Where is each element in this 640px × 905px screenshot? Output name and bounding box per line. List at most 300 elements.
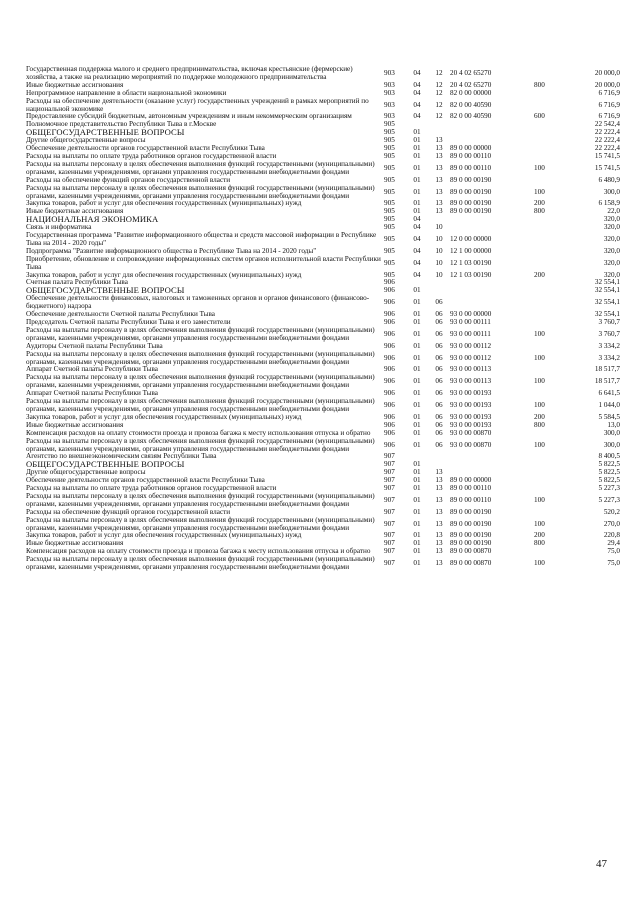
row-name: Расходы на выплаты персоналу в целях обеспечения выполнения функций государственными (муниципальными) органами, казенными учреждениями, органами управления государственными внебюджетными фондами bbox=[26, 349, 375, 366]
row-name: Обеспечение деятельности органов государственной власти Республики Тыва bbox=[26, 476, 265, 485]
row-cs-code: 89 0 00 00000 bbox=[450, 476, 492, 485]
row-sum: 6 716,9 bbox=[598, 112, 620, 121]
row-rz-code: 01 bbox=[413, 519, 421, 528]
table-row bbox=[26, 351, 620, 367]
table-row bbox=[26, 98, 620, 114]
row-vr-code: 200 bbox=[534, 199, 545, 208]
row-rz-code: 04 bbox=[413, 234, 421, 243]
row-vr-code bbox=[534, 177, 564, 185]
row-sum: 3 760,7 bbox=[598, 318, 620, 326]
row-sum: 320,0 bbox=[603, 215, 620, 224]
row-sum: 15 741,5 bbox=[594, 151, 620, 160]
row-rz-code: 01 bbox=[413, 329, 421, 338]
row-name: Полномочное представительство Республики Тыва в г.Москве bbox=[26, 120, 217, 129]
row-vr-code bbox=[534, 153, 564, 161]
row-name: Аппарат Счетной палаты Республики Тыва bbox=[26, 365, 158, 374]
row-gr-code: 907 bbox=[384, 539, 395, 548]
row-vr-code bbox=[534, 98, 564, 114]
row-pr-code: 13 bbox=[435, 507, 443, 516]
row-cs-code bbox=[450, 287, 534, 295]
row-pr-code: 13 bbox=[435, 484, 443, 493]
row-vr-code bbox=[534, 295, 564, 311]
row-gr-code: 907 bbox=[384, 476, 395, 485]
row-pr-code: 06 bbox=[435, 420, 443, 429]
row-name: Связь и информатика bbox=[26, 223, 92, 232]
row-gr-code: 905 bbox=[384, 258, 395, 267]
row-gr-code: 907 bbox=[384, 495, 395, 504]
row-name: Закупка товаров, работ и услуг для обеспечения государственных (муниципальных) нужд bbox=[26, 531, 302, 540]
row-sum: 6 716,9 bbox=[598, 88, 620, 97]
row-sum: 6 641,5 bbox=[598, 389, 620, 398]
page-number: 47 bbox=[596, 858, 607, 870]
row-pr-code: 06 bbox=[435, 412, 443, 421]
row-gr-code: 906 bbox=[384, 310, 395, 319]
row-gr-code: 905 bbox=[384, 246, 395, 255]
row-name: Агентство по внешнеэкономическим связям Республики Тыва bbox=[26, 452, 217, 461]
row-rz-code: 01 bbox=[413, 507, 421, 516]
table-row bbox=[26, 66, 620, 82]
row-vr-code: 100 bbox=[534, 440, 545, 449]
row-vr-code: 100 bbox=[534, 187, 545, 196]
row-cs-code bbox=[450, 453, 534, 461]
row-name: Компенсация расходов на оплату стоимости проезда и провоза багажа к месту использования отпуска и обратно bbox=[26, 547, 371, 556]
row-pr-code: 13 bbox=[435, 163, 443, 172]
row-pr-code: 13 bbox=[435, 531, 443, 540]
row-pr-code: 12 bbox=[435, 68, 443, 77]
table-row bbox=[26, 216, 620, 224]
row-pr-code: 13 bbox=[435, 559, 443, 568]
row-rz-code: 01 bbox=[413, 286, 421, 295]
row-sum: 5 227,3 bbox=[598, 484, 620, 493]
row-rz-code: 04 bbox=[413, 112, 421, 121]
row-cs-code bbox=[450, 461, 534, 469]
row-cs-code: 89 0 00 00000 bbox=[450, 144, 492, 153]
row-cs-code bbox=[450, 279, 534, 287]
row-vr-code: 800 bbox=[534, 207, 545, 216]
row-name: Обеспечение деятельности финансовых, налоговых и таможенных органов и органов финансового (финансово-бюджетного) надзора bbox=[26, 294, 370, 311]
row-pr-code: 13 bbox=[435, 495, 443, 504]
row-name: НАЦИОНАЛЬНАЯ ЭКОНОМИКА bbox=[26, 214, 159, 225]
row-name: Закупка товаров, работ и услуг для обеспечения государственных (муниципальных) нужд bbox=[26, 270, 302, 279]
row-pr-code: 12 bbox=[435, 80, 443, 89]
row-cs-code bbox=[450, 129, 534, 137]
row-cs-code: 89 0 00 00190 bbox=[450, 519, 492, 528]
row-sum: 270,0 bbox=[603, 519, 620, 528]
row-vr-code bbox=[534, 66, 564, 82]
row-gr-code: 903 bbox=[384, 100, 395, 109]
row-sum: 220,8 bbox=[603, 531, 620, 540]
row-sum: 15 741,5 bbox=[594, 163, 620, 172]
row-pr-code: 10 bbox=[435, 258, 443, 267]
row-rz-code: 01 bbox=[413, 341, 421, 350]
row-rz-code: 01 bbox=[413, 144, 421, 153]
row-gr-code: 903 bbox=[384, 88, 395, 97]
row-gr-code: 906 bbox=[384, 286, 395, 295]
row-sum: 3 334,2 bbox=[598, 341, 620, 350]
row-name: Другие общегосударственные вопросы bbox=[26, 468, 146, 477]
row-name: Предоставление субсидий бюджетным, автономным учреждениям и иным некоммерческим организациям bbox=[26, 112, 352, 121]
row-sum: 22 222,4 bbox=[594, 128, 620, 137]
row-rz-code: 01 bbox=[413, 199, 421, 208]
row-gr-code: 906 bbox=[384, 298, 395, 307]
row-cs-code: 89 0 00 00110 bbox=[450, 484, 492, 493]
row-sum: 20 000,0 bbox=[594, 80, 620, 89]
row-vr-code: 800 bbox=[534, 539, 545, 548]
row-name: ОБЩЕГОСУДАРСТВЕННЫЕ ВОПРОСЫ bbox=[26, 459, 185, 470]
row-cs-code: 89 0 00 00190 bbox=[450, 531, 492, 540]
row-rz-code: 01 bbox=[413, 412, 421, 421]
row-name: Расходы на выплаты персоналу в целях обеспечения выполнения функций государственными (муниципальными) органами, казенными учреждениями, органами управления государственными внебюджетными фондами bbox=[26, 515, 375, 532]
row-sum: 32 554,1 bbox=[594, 278, 620, 287]
row-pr-code bbox=[428, 453, 450, 461]
row-vr-code: 100 bbox=[534, 353, 545, 362]
row-vr-code: 800 bbox=[534, 80, 545, 89]
row-gr-code: 906 bbox=[384, 389, 395, 398]
row-cs-code: 89 0 00 00190 bbox=[450, 175, 492, 184]
row-pr-code: 06 bbox=[435, 341, 443, 350]
row-name: Аппарат Счетной палаты Республики Тыва bbox=[26, 389, 158, 398]
row-pr-code: 13 bbox=[435, 547, 443, 556]
row-sum: 22 542,4 bbox=[594, 120, 620, 129]
row-pr-code: 12 bbox=[435, 112, 443, 121]
row-vr-code: 200 bbox=[534, 531, 545, 540]
row-vr-code bbox=[534, 390, 564, 398]
row-gr-code: 905 bbox=[384, 175, 395, 184]
row-vr-code bbox=[534, 461, 564, 469]
row-cs-code: 82 0 00 40590 bbox=[450, 100, 492, 109]
row-pr-code bbox=[428, 287, 450, 295]
row-pr-code: 06 bbox=[435, 353, 443, 362]
row-rz-code: 01 bbox=[413, 151, 421, 160]
row-cs-code: 12 1 00 00000 bbox=[450, 246, 492, 255]
row-name: ОБЩЕГОСУДАРСТВЕННЫЕ ВОПРОСЫ bbox=[26, 285, 185, 296]
row-cs-code: 93 0 00 00193 bbox=[450, 389, 492, 398]
table-row bbox=[26, 556, 620, 572]
row-rz-code: 01 bbox=[413, 207, 421, 216]
row-pr-code: 06 bbox=[435, 401, 443, 410]
row-cs-code: 93 0 00 00113 bbox=[450, 377, 492, 386]
row-name: Обеспечение деятельности Счетной палаты Республики Тыва bbox=[26, 310, 215, 319]
row-vr-code: 100 bbox=[534, 559, 545, 568]
row-cs-code bbox=[450, 121, 534, 129]
row-name: Расходы на выплаты персоналу в целях обеспечения выполнения функций государственными (муниципальными) органами, казенными учреждениями, органами управления государственными внебюджетными фондами bbox=[26, 183, 375, 200]
row-name: Закупка товаров, работ и услуг для обеспечения государственных (муниципальных) нужд bbox=[26, 199, 302, 208]
row-gr-code: 907 bbox=[384, 452, 395, 461]
row-cs-code: 12 1 03 00190 bbox=[450, 258, 492, 267]
row-rz-code: 01 bbox=[413, 476, 421, 485]
row-gr-code: 907 bbox=[384, 484, 395, 493]
row-name: Расходы на выплаты персоналу в целях обеспечения выполнения функций государственными (муниципальными) органами, казенными учреждениями, органами управления государственными внебюджетными фондами bbox=[26, 491, 375, 508]
row-pr-code: 06 bbox=[435, 377, 443, 386]
row-cs-code: 82 0 00 40590 bbox=[450, 112, 492, 121]
row-gr-code: 903 bbox=[384, 68, 395, 77]
row-name: Другие общегосударственные вопросы bbox=[26, 136, 146, 145]
row-cs-code: 20 4 02 65270 bbox=[450, 80, 492, 89]
row-rz-code: 01 bbox=[413, 495, 421, 504]
row-vr-code bbox=[534, 430, 564, 438]
row-rz-code: 01 bbox=[413, 460, 421, 469]
row-cs-code: 93 0 00 00111 bbox=[450, 318, 491, 326]
row-vr-code bbox=[534, 248, 564, 256]
row-gr-code: 907 bbox=[384, 507, 395, 516]
row-pr-code: 06 bbox=[435, 440, 443, 449]
row-pr-code: 06 bbox=[435, 365, 443, 374]
row-rz-code: 01 bbox=[413, 365, 421, 374]
row-cs-code: 20 4 02 65270 bbox=[450, 68, 492, 77]
row-cs-code: 82 0 00 00000 bbox=[450, 88, 492, 97]
row-name: Расходы на выплаты персоналу в целях обеспечения выполнения функций государственными (муниципальными) органами, казенными учреждениями, органами управления государственными внебюджетными фондами bbox=[26, 325, 375, 342]
row-sum: 20 000,0 bbox=[594, 68, 620, 77]
row-cs-code: 93 0 00 00000 bbox=[450, 310, 492, 319]
row-sum: 320,0 bbox=[603, 246, 620, 255]
row-vr-code bbox=[534, 477, 564, 485]
row-sum: 32 554,1 bbox=[594, 310, 620, 319]
row-cs-code: 93 0 00 00870 bbox=[450, 428, 492, 437]
row-cs-code: 93 0 00 00112 bbox=[450, 341, 492, 350]
table-row bbox=[26, 232, 620, 248]
row-sum: 3 760,7 bbox=[598, 329, 620, 338]
row-rz-code: 01 bbox=[413, 377, 421, 386]
budget-table bbox=[26, 66, 620, 572]
row-cs-code: 12 1 03 00190 bbox=[450, 270, 492, 279]
table-row bbox=[26, 438, 620, 454]
row-rz-code: 01 bbox=[413, 531, 421, 540]
row-rz-code: 04 bbox=[413, 80, 421, 89]
row-pr-code: 06 bbox=[435, 298, 443, 307]
row-name: Счетная палата Республики Тыва bbox=[26, 278, 128, 287]
row-rz-code: 04 bbox=[413, 258, 421, 267]
row-vr-code bbox=[534, 137, 564, 145]
row-cs-code: 89 0 00 00110 bbox=[450, 163, 492, 172]
row-name: Аудиторы Счетной палаты Республики Тыва bbox=[26, 341, 163, 350]
row-gr-code: 906 bbox=[384, 401, 395, 410]
row-vr-code bbox=[534, 145, 564, 153]
row-sum: 6 480,9 bbox=[598, 175, 620, 184]
row-vr-code bbox=[534, 469, 564, 477]
row-name: Расходы на выплаты персоналу в целях обеспечения выполнения функций государственными (муниципальными) органами, казенными учреждениями, органами управления государственными внебюджетными фондами bbox=[26, 436, 375, 453]
row-gr-code: 906 bbox=[384, 377, 395, 386]
table-row bbox=[26, 493, 620, 509]
row-sum: 32 554,1 bbox=[594, 298, 620, 307]
row-name: Иные бюджетные ассигнования bbox=[26, 420, 124, 429]
row-rz-code: 01 bbox=[413, 440, 421, 449]
row-pr-code: 13 bbox=[435, 199, 443, 208]
row-cs-code bbox=[450, 295, 534, 311]
row-gr-code: 903 bbox=[384, 80, 395, 89]
row-name: Иные бюджетные ассигнования bbox=[26, 539, 124, 548]
table-row bbox=[26, 256, 620, 272]
row-name: Иные бюджетные ассигнования bbox=[26, 207, 124, 216]
row-vr-code bbox=[534, 343, 564, 351]
row-gr-code: 906 bbox=[384, 365, 395, 374]
row-sum: 32 554,1 bbox=[594, 286, 620, 295]
row-gr-code: 907 bbox=[384, 559, 395, 568]
row-vr-code: 100 bbox=[534, 163, 545, 172]
row-name: Обеспечение деятельности органов государственной власти Республики Тыва bbox=[26, 144, 265, 153]
row-sum: 5 822,5 bbox=[598, 476, 620, 485]
row-vr-code bbox=[534, 216, 564, 224]
table-row bbox=[26, 517, 620, 533]
row-sum: 320,0 bbox=[603, 223, 620, 232]
row-sum: 75,0 bbox=[607, 547, 620, 556]
row-name: Расходы на выплаты по оплате труда работников органов государственной власти bbox=[26, 484, 277, 493]
row-cs-code: 89 0 00 00110 bbox=[450, 495, 492, 504]
row-sum: 22 222,4 bbox=[594, 136, 620, 145]
row-vr-code bbox=[534, 121, 564, 129]
row-gr-code: 905 bbox=[384, 187, 395, 196]
row-sum: 5 822,5 bbox=[598, 468, 620, 477]
row-sum: 18 517,7 bbox=[594, 365, 620, 374]
row-gr-code: 905 bbox=[384, 144, 395, 153]
row-gr-code: 905 bbox=[384, 199, 395, 208]
row-vr-code: 100 bbox=[534, 377, 545, 386]
row-cs-code: 89 0 00 00190 bbox=[450, 207, 492, 216]
row-pr-code: 12 bbox=[435, 88, 443, 97]
row-vr-code bbox=[534, 453, 564, 461]
row-gr-code: 906 bbox=[384, 329, 395, 338]
table-row bbox=[26, 161, 620, 177]
row-sum: 300,0 bbox=[603, 187, 620, 196]
row-vr-code: 100 bbox=[534, 495, 545, 504]
row-pr-code: 13 bbox=[435, 136, 443, 145]
row-gr-code: 903 bbox=[384, 112, 395, 121]
row-gr-code: 906 bbox=[384, 428, 395, 437]
row-gr-code: 907 bbox=[384, 519, 395, 528]
row-sum: 520,2 bbox=[603, 507, 620, 516]
row-cs-code: 89 0 00 00110 bbox=[450, 151, 492, 160]
row-gr-code: 906 bbox=[384, 318, 395, 326]
row-pr-code: 13 bbox=[435, 468, 443, 477]
row-sum: 5 227,3 bbox=[598, 495, 620, 504]
row-gr-code: 906 bbox=[384, 440, 395, 449]
row-gr-code: 907 bbox=[384, 460, 395, 469]
row-vr-code: 100 bbox=[534, 401, 545, 410]
row-name: Иные бюджетные ассигнования bbox=[26, 80, 124, 89]
row-name: Расходы на обеспечение функций органов государственной власти bbox=[26, 507, 231, 516]
row-gr-code: 906 bbox=[384, 341, 395, 350]
row-vr-code: 200 bbox=[534, 270, 545, 279]
row-vr-code bbox=[534, 232, 564, 248]
row-sum: 300,0 bbox=[603, 440, 620, 449]
row-rz-code: 04 bbox=[413, 100, 421, 109]
row-vr-code: 800 bbox=[534, 420, 545, 429]
row-rz-code: 01 bbox=[413, 175, 421, 184]
row-name: Подпрограмма "Развитие информационного общества в Республике Тыва на 2014 - 2020 годы" bbox=[26, 246, 317, 255]
row-gr-code: 907 bbox=[384, 531, 395, 540]
row-pr-code: 06 bbox=[435, 428, 443, 437]
row-name: Приобретение, обновление и сопровождение информационных систем органов исполнительной власти Республики Тыва bbox=[26, 254, 381, 271]
row-sum: 75,0 bbox=[607, 559, 620, 568]
row-cs-code: 89 0 00 00190 bbox=[450, 507, 492, 516]
row-cs-code: 93 0 00 00112 bbox=[450, 353, 492, 362]
row-gr-code: 905 bbox=[384, 136, 395, 145]
row-sum: 300,0 bbox=[603, 428, 620, 437]
row-cs-code: 93 0 00 00113 bbox=[450, 365, 492, 374]
table-row bbox=[26, 185, 620, 201]
budget-table-body bbox=[26, 66, 620, 572]
row-vr-code: 100 bbox=[534, 519, 545, 528]
row-cs-code bbox=[450, 216, 534, 224]
row-name: Непрограммное направление в области национальной экономики bbox=[26, 88, 227, 97]
row-name: Расходы на обеспечение деятельности (оказание услуг) государственных учреждений в рамках мероприятий по национальной экономике bbox=[26, 96, 369, 113]
row-pr-code: 13 bbox=[435, 539, 443, 548]
row-cs-code bbox=[450, 224, 534, 232]
row-sum: 320,0 bbox=[603, 270, 620, 279]
row-gr-code: 905 bbox=[384, 207, 395, 216]
row-sum: 8 400,5 bbox=[598, 452, 620, 461]
row-cs-code: 93 0 00 00193 bbox=[450, 420, 492, 429]
row-vr-code bbox=[534, 509, 564, 517]
row-rz-code: 01 bbox=[413, 428, 421, 437]
row-sum: 13,0 bbox=[607, 420, 620, 429]
row-pr-code: 13 bbox=[435, 476, 443, 485]
row-cs-code: 89 0 00 00190 bbox=[450, 539, 492, 548]
row-rz-code: 01 bbox=[413, 389, 421, 398]
row-cs-code: 89 0 00 00870 bbox=[450, 547, 492, 556]
row-rz-code: 04 bbox=[413, 215, 421, 224]
row-name: Расходы на обеспечение функций органов государственной власти bbox=[26, 175, 231, 184]
row-sum: 5 584,5 bbox=[598, 412, 620, 421]
row-pr-code bbox=[428, 121, 450, 129]
row-vr-code bbox=[534, 256, 564, 272]
row-name: Закупка товаров, работ и услуг для обеспечения государственных (муниципальных) нужд bbox=[26, 412, 302, 421]
row-rz-code: 04 bbox=[413, 88, 421, 97]
row-cs-code: 89 0 00 00190 bbox=[450, 199, 492, 208]
row-gr-code: 906 bbox=[384, 412, 395, 421]
row-cs-code: 93 0 00 00193 bbox=[450, 401, 492, 410]
row-rz-code: 04 bbox=[413, 246, 421, 255]
row-name: ОБЩЕГОСУДАРСТВЕННЫЕ ВОПРОСЫ bbox=[26, 127, 185, 138]
row-sum: 3 334,2 bbox=[598, 353, 620, 362]
row-rz-code: 01 bbox=[413, 484, 421, 493]
row-sum: 6 158,9 bbox=[598, 199, 620, 208]
row-rz-code: 01 bbox=[413, 310, 421, 319]
row-vr-code bbox=[534, 90, 564, 98]
row-gr-code: 905 bbox=[384, 151, 395, 160]
table-row bbox=[26, 398, 620, 414]
row-name: Председатель Счетной палаты Республики Тыва и его заместители bbox=[26, 318, 231, 326]
row-gr-code: 905 bbox=[384, 234, 395, 243]
row-rz-code: 01 bbox=[413, 163, 421, 172]
row-pr-code: 06 bbox=[435, 389, 443, 398]
row-pr-code: 13 bbox=[435, 144, 443, 153]
row-sum: 22 222,4 bbox=[594, 144, 620, 153]
row-name: Расходы на выплаты персоналу в целях обеспечения выполнения функций государственными (муниципальными) органами, казенными учреждениями, органами управления государственными внебюджетными фондами bbox=[26, 397, 375, 413]
row-rz-code: 01 bbox=[413, 187, 421, 196]
row-vr-code: 600 bbox=[534, 112, 545, 121]
row-pr-code: 06 bbox=[435, 318, 443, 326]
row-rz-code: 01 bbox=[413, 547, 421, 556]
row-vr-code bbox=[534, 129, 564, 137]
row-name: Государственная поддержка малого и среднего предпринимательства, включая крестьянские (фермерские) хозяйства, а также на реализацию мероприятий по поддержке молодежного предпринимательства bbox=[26, 65, 353, 81]
row-cs-code: 89 0 00 00870 bbox=[450, 559, 492, 568]
row-name: Компенсация расходов на оплату стоимости проезда и провоза багажа к месту использования отпуска и обратно bbox=[26, 428, 371, 437]
row-sum: 6 716,9 bbox=[598, 100, 620, 109]
row-pr-code: 12 bbox=[435, 100, 443, 109]
row-name: Расходы на выплаты персоналу в целях обеспечения выполнения функций государственными (муниципальными) органами, казенными учреждениями, органами управления государственными внебюджетными фондами bbox=[26, 373, 375, 390]
row-vr-code bbox=[534, 366, 564, 374]
row-rz-code: 01 bbox=[413, 401, 421, 410]
row-vr-code: 200 bbox=[534, 412, 545, 421]
row-sum: 29,4 bbox=[607, 539, 620, 548]
row-pr-code: 06 bbox=[435, 310, 443, 319]
row-name: Государственная программа "Развитие информационного общества и средств массовой информации в Республике Тыва на 2014 - 2020 годы" bbox=[26, 231, 377, 247]
row-rz-code: 01 bbox=[413, 539, 421, 548]
row-sum: 320,0 bbox=[603, 234, 620, 243]
row-vr-code bbox=[534, 287, 564, 295]
row-cs-code: 12 0 00 00000 bbox=[450, 234, 492, 243]
row-rz-code: 04 bbox=[413, 223, 421, 232]
